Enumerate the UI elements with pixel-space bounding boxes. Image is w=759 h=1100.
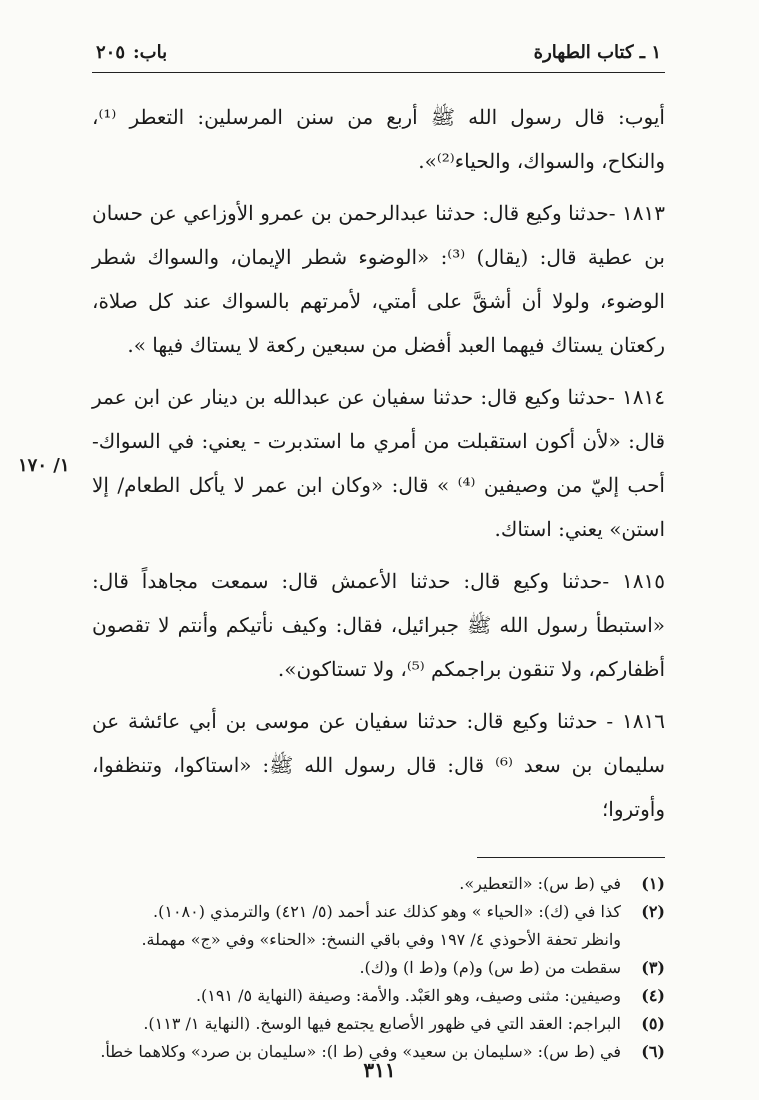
footnote-4 <box>92 982 665 1010</box>
footnote-text: في (ط س): «التعطير». <box>459 873 621 893</box>
footnote-text: في (ط س): «سليمان بن سعيد» وفي (ط ا): «سليمان بن صرد» وكلاهما خطأ. <box>100 1041 621 1061</box>
paragraph-1815: ١٨١٥ -حدثنا وكيع قال: حدثنا الأعمش قال: سمعت مجاهداً قال: «استبطأ رسول الله ﷺ جبرائيل، فقال: وكيف نأتيكم وأنتم لا تقصون أظفاركم، ولا تنقون براجمكم ⁽⁵⁾، ولا تستاكون». <box>92 568 665 681</box>
paragraph-1813: ١٨١٣ -حدثنا وكيع قال: حدثنا عبدالرحمن بن عمرو الأوزاعي عن حسان بن عطية قال: (يقال) ⁽³⁾: «الوضوء شطر الإيمان، والسواك شطر الوضوء، ولولا أن أشقَّ على أمتي، لأمرتهم بالسواك عند كل صلاة، ركعتان يستاك فيهما العبد أفضل من سبعين ركعة لا يستاك فيها ». <box>92 200 665 357</box>
paragraph-1: أيوب: قال رسول الله ﷺ أربع من سنن المرسلين: التعطر ⁽¹⁾، والنكاح، والسواك، والحياء⁽²⁾». <box>92 104 665 173</box>
chapter-title: ١ ـ كتاب الطهارة <box>533 42 661 63</box>
paragraph-1816: ١٨١٦ - حدثنا وكيع قال: حدثنا سفيان عن موسى بن أبي عائشة عن سليمان بن سعد ⁽⁶⁾ قال: قال رسول الله ﷺ: «استاكوا، وتنظفوا، وأوتروا؛ <box>92 708 665 821</box>
page-number: ٣١١ <box>363 1058 396 1082</box>
footnote-1 <box>92 870 665 898</box>
footnote-text: وصيفين: مثنى وصيف، وهو العَبْد. والأمة: وصيفة (النهاية ٥/ ١٩١). <box>195 985 621 1005</box>
footnote-2 <box>92 898 665 926</box>
footnote-number: (٣) <box>641 957 665 977</box>
footnote-text: البراجم: العقد التي في ظهور الأصابع يجتمع فيها الوسخ. (النهاية ١/ ١١٣). <box>143 1013 621 1033</box>
paragraph-1814: ١٨١٤ -حدثنا وكيع قال: حدثنا سفيان عن عبدالله بن دينار عن ابن عمر قال: «لأن أكون استقبلت من أمري ما استدبرت - يعني: في السواك- أحب إليّ من وصيفين ⁽⁴⁾ » قال: «وكان ابن عمر لا يأكل الطعام/ إلا استن» يعني: استاك. <box>92 384 665 541</box>
footnote-divider <box>477 857 665 858</box>
footnote-number: (٥) <box>641 1013 665 1033</box>
footnotes <box>92 870 665 1066</box>
section-reference <box>96 42 167 64</box>
footnote-5 <box>92 1010 665 1038</box>
footnote-text: سقطت من (ط س) و(م) و(ط ا) و(ك). <box>359 957 621 977</box>
footnote-number: (١) <box>641 873 665 893</box>
footnote-3 <box>92 954 665 982</box>
running-header <box>92 42 665 73</box>
footnote-2-continuation: وانظر تحفة الأحوذي ٤/ ١٩٧ وفي باقي النسخ: «الحناء» وفي «ج» مهملة. <box>141 929 621 949</box>
main-text <box>92 95 665 831</box>
footnote-number: (٢) <box>641 901 665 921</box>
section-label: باب: <box>133 42 168 63</box>
footnote-number: (٦) <box>641 1041 665 1061</box>
footnote-number: (٤) <box>641 985 665 1005</box>
margin-page-reference: ١/ ١٧٠ <box>18 455 70 476</box>
footnote-text: كذا في (ك): «الحياء » وهو كذلك عند أحمد (٥/ ٤٢١) والترمذي (١٠٨٠). <box>153 901 621 921</box>
section-number: ٢٠٥ <box>96 42 126 63</box>
